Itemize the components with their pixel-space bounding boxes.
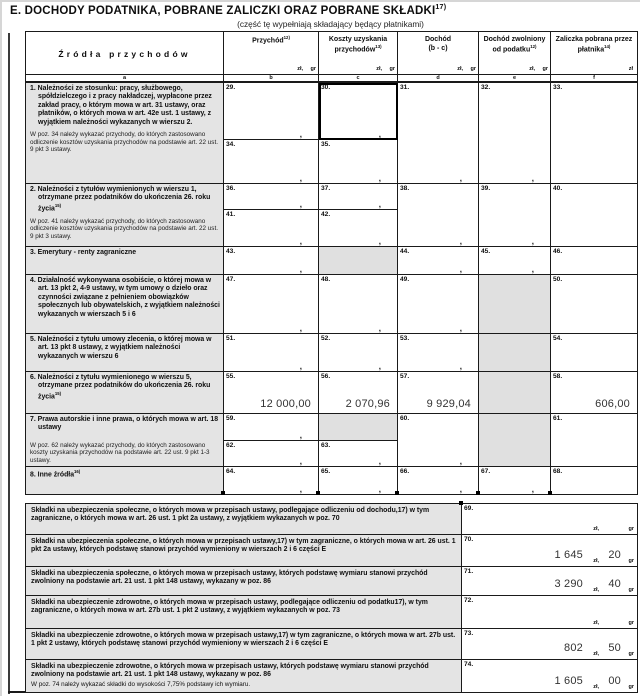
unit-gr: gr (542, 65, 548, 72)
field-55[interactable]: 55. 12 000,00 (224, 372, 319, 414)
page-edge-left (0, 0, 2, 696)
contrib-label-71: Składki na ubezpieczenia społeczne, o których mowa w przepisach ustawy, których podstawę wymiaru stanowi przychód zwolniony na podstawie art. 21 ust. 1 pkt 148 ustawy, wykazany w poz. 86 (26, 567, 462, 596)
field-49[interactable]: 49. , (398, 275, 479, 334)
blocked-cell (479, 334, 551, 372)
contrib-label-72: Składki na ubezpieczenie zdrowotne, o których mowa w przepisach ustawy, podlegające odliczeniu od podatku17), w tym zagraniczne, o których mowa w art. 27b ust. 1 pkt 2 ustawy, z wyjątkiem wykazanych w poz. 73 (26, 596, 462, 629)
row-label-4: 4. Działalność wykonywana osobiście, o której mowa w art. 13 pkt 2, 4-9 ustawy, w tym umowy o dzieło oraz czynności związane z pełnieniem obowiązków społecznych lub obywatelskich, z wyjątkiem należności wykazanych w wierszach 5 i 6 (26, 275, 224, 334)
field-29[interactable]: 29. , (224, 83, 319, 140)
section-subtitle: (część tę wypełniają składający będący płatnikami) (237, 19, 424, 29)
field-30-focused[interactable]: 30. , (319, 83, 398, 140)
field-52[interactable]: 52. , (319, 334, 398, 372)
contrib-label-73: Składki na ubezpieczenie zdrowotne, o których mowa w przepisach ustawy,17) w tym zagraniczne, o których mowa w art. 27b ust. 1 pkt 2 ustawy, których podstawę stanowi przychód wymieniony w wierszach 2 i 6 części E (26, 629, 462, 660)
blocked-cell (479, 275, 551, 334)
field-59[interactable]: 59. , (224, 414, 319, 441)
blocked-cell (319, 247, 398, 275)
field-42[interactable]: 42. , (319, 210, 398, 247)
column-header-income: Dochód (b - c) zł, gr (398, 32, 479, 75)
column-letter-d: d (398, 75, 479, 83)
field-57[interactable]: 57. 9 929,04 (398, 372, 479, 414)
field-41[interactable]: 41. , (224, 210, 319, 247)
field-32[interactable]: 32. , (479, 83, 551, 184)
field-46[interactable]: 46. (551, 247, 637, 275)
column-header-revenue: Przychód$^{12)}$ zł, gr (224, 32, 319, 75)
column-header-sources: Źródła przychodów (26, 32, 224, 75)
field-36[interactable]: 36. , (224, 184, 319, 210)
junction-dot (395, 491, 399, 495)
field-50[interactable]: 50. (551, 275, 637, 334)
field-70[interactable]: 70. 1 645 zł, 20 gr (462, 535, 637, 567)
field-43[interactable]: 43. , (224, 247, 319, 275)
blocked-cell (319, 414, 398, 441)
unit-gr: gr (470, 65, 476, 72)
unit-zl: zł (628, 65, 633, 72)
column-letter-a: a (26, 75, 224, 83)
junction-dot (548, 491, 552, 495)
field-37[interactable]: 37. , (319, 184, 398, 210)
junction-dot (316, 491, 320, 495)
contrib-label-70: Składki na ubezpieczenia społeczne, o których mowa w przepisach ustawy,17) w tym zagraniczne, o których mowa w art. 26 ust. 1 pkt 2a ustawy, których podstawę stanowi przychód wymieniony w wierszach 2 i 6 części E (26, 535, 462, 567)
field-44[interactable]: 44. , (398, 247, 479, 275)
row-label-3: 3. Emerytury - renty zagraniczne (26, 247, 224, 275)
field-35[interactable]: 35. , (319, 140, 398, 184)
field-47[interactable]: 47. , (224, 275, 319, 334)
field-73[interactable]: 73. 802 zł, 50 gr (462, 629, 637, 660)
unit-zl: zł, (529, 65, 535, 72)
junction-dot (221, 491, 225, 495)
field-69[interactable]: 69. zł, gr (462, 504, 637, 535)
field-39[interactable]: 39. , (479, 184, 551, 247)
field-54[interactable]: 54. (551, 334, 637, 372)
row-label-7: 7. Prawa autorskie i inne prawa, o których mowa w art. 18 ustawy W poz. 62 należy wykazać przychody, do których zastosowano koszty uzyskania przychodów na podstawie art. 22 ust. 9 pkt 1-3 ustawy. (26, 414, 224, 467)
column-letter-e: e (479, 75, 551, 83)
field-63[interactable]: 63. , (319, 441, 398, 467)
field-40[interactable]: 40. (551, 184, 637, 247)
blocked-cell (479, 372, 551, 414)
contrib-note-74: W poz. 74 należy wykazać składki do wysokości 7,75% podstawy ich wymiaru. (31, 681, 251, 689)
row-label-1: 1. Należności ze stosunku: pracy, służbowego, spółdzielczego i z pracy nakładczej, wypłacone przez zakład pracy, o którym mowa w art. 31 ustawy, oraz płatników, o których mowa w art. 42e ust. 1 ustawy, z wyjątkiem należności wykazanych w wierszu 2. W poz. 34 należy wykazać przychody, do których zastosowano odliczenie kosztów uzyskania przychodów na podstawie art. 22 ust. 9 pkt 3 ustawy. (26, 83, 224, 184)
row-label-2: 2. Należności z tytułów wymienionych w wierszu 1, otrzymane przez podatników do ukończenia 26. roku życia$^{15)}$ W poz. 41 należy wykazać przychody, do których zastosowano odliczenie kosztów uzyskania przychodów na podstawie art. 22 ust. 9 pkt 3 ustawy. (26, 184, 224, 247)
column-header-advance: Zaliczka pobrana przez płatnika$^{14)}$ zł (551, 32, 637, 75)
contrib-label-74: Składki na ubezpieczenie zdrowotne, o których mowa w przepisach ustawy, których podstawę wymiaru stanowi przychód zwolniony na podstawie art. 21 ust. 1 pkt 148 ustawy, wykazany w poz. 86 W poz. 74 należy wykazać składki do wysokości 7,75% podstawy ich wymiaru. (26, 660, 462, 692)
field-72[interactable]: 72. zł, gr (462, 596, 637, 629)
form-left-margin-rule (8, 33, 10, 694)
contributions-table (25, 503, 638, 693)
blocked-cell (479, 414, 551, 467)
section-title-footnote: 17) (435, 3, 447, 11)
field-33[interactable]: 33. (551, 83, 637, 184)
field-71[interactable]: 71. 3 290 zł, 40 gr (462, 567, 637, 596)
field-45[interactable]: 45. , (479, 247, 551, 275)
unit-gr: gr (389, 65, 395, 72)
field-56[interactable]: 56. 2 070,96 (319, 372, 398, 414)
row-label-8: 8. Inne źródła$^{16)}$ (26, 467, 224, 494)
column-letter-c: c (319, 75, 398, 83)
field-65[interactable]: 65. , (319, 467, 398, 494)
field-51[interactable]: 51. , (224, 334, 319, 372)
field-38[interactable]: 38. , (398, 184, 479, 247)
unit-zl: zł, (297, 65, 303, 72)
section-title: E. DOCHODY PODATNIKA, POBRANE ZALICZKI ORAZ POBRANE SKŁADKI$^{17)}$ (10, 3, 447, 17)
row-label-5: 5. Należności z tytułu umowy zlecenia, o której mowa w art. 13 pkt 8 ustawy, z wyjątkiem należności wykazanych w wierszu 6 (26, 334, 224, 372)
field-61[interactable]: 61. (551, 414, 637, 467)
field-58[interactable]: 58. 606,00 (551, 372, 637, 414)
column-letter-b: b (224, 75, 319, 83)
contrib-label-69: Składki na ubezpieczenia społeczne, o których mowa w przepisach ustawy, podlegające odliczeniu od dochodu,17) w tym zagraniczne, o których mowa w art. 26 ust. 1 pkt 2a ustawy, z wyjątkiem wykazanych w poz. 70 (26, 504, 462, 535)
field-68[interactable]: 68. (551, 467, 637, 494)
field-60[interactable]: 60. , (398, 414, 479, 467)
field-48[interactable]: 48. , (319, 275, 398, 334)
field-66[interactable]: 66. , (398, 467, 479, 494)
column-letter-f: f (551, 75, 637, 83)
column-header-exempt-income: Dochód zwolniony od podatku$^{12)}$ zł, gr (479, 32, 551, 75)
field-34[interactable]: 34. , (224, 140, 319, 184)
income-table (25, 31, 638, 495)
unit-zl: zł, (376, 65, 382, 72)
field-64[interactable]: 64. , (224, 467, 319, 494)
junction-dot (476, 491, 480, 495)
field-53[interactable]: 53. , (398, 334, 479, 372)
unit-zl: zł, (457, 65, 463, 72)
field-62[interactable]: 62. , (224, 441, 319, 467)
field-67[interactable]: 67. , (479, 467, 551, 494)
row-label-6: 6. Należności z tytułu wymienionego w wierszu 5, otrzymane przez podatników do ukończenia 26. roku życia$^{15)}$ (26, 372, 224, 414)
form-bottom-rule (8, 691, 26, 693)
field-31[interactable]: 31. , (398, 83, 479, 184)
junction-dot (459, 501, 463, 505)
column-header-costs: Koszty uzyskania przychodów$^{13)}$ zł, gr (319, 32, 398, 75)
field-74[interactable]: 74. 1 605 zł, 00 gr (462, 660, 637, 692)
page-edge-top (0, 0, 640, 2)
unit-gr: gr (310, 65, 316, 72)
